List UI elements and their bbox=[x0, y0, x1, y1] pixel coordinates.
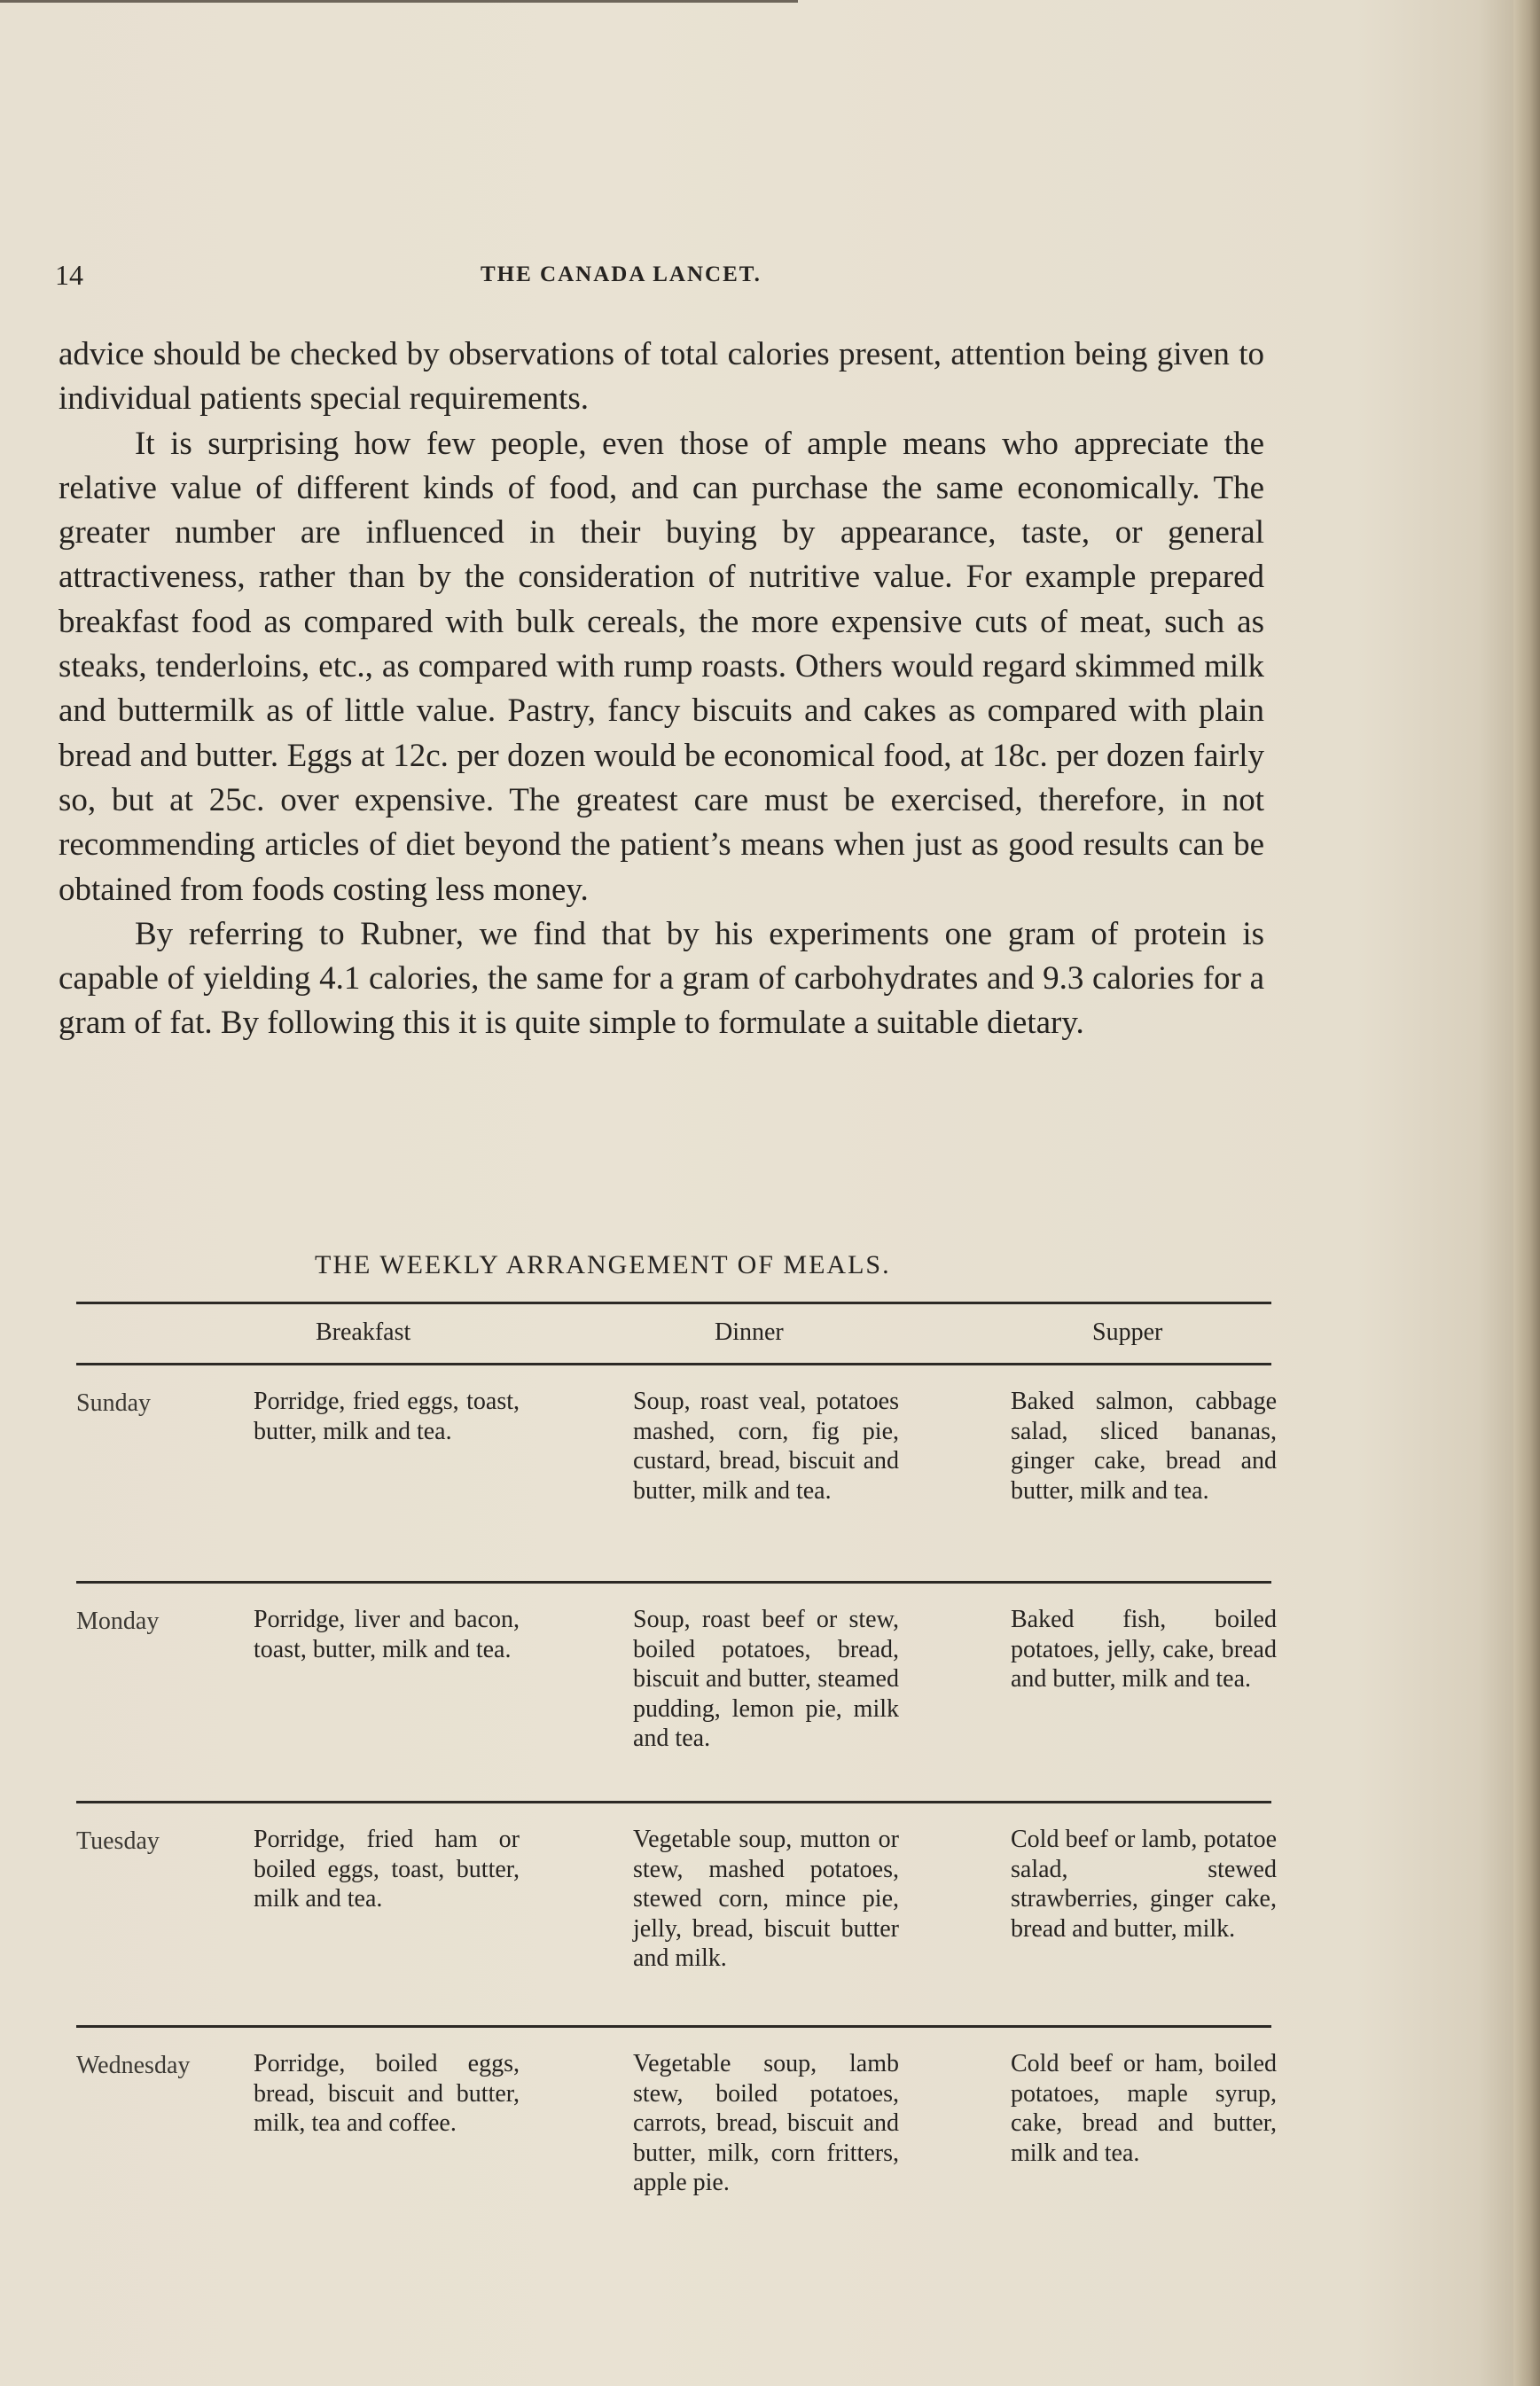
day-cell: Wednesday bbox=[76, 2052, 191, 2079]
breakfast-cell: Porridge, fried ham or boiled eggs, toast, butter, milk and tea. bbox=[254, 1826, 520, 1913]
page-edge-shadow bbox=[1513, 0, 1540, 2386]
table-header-row bbox=[76, 1304, 1271, 1359]
dinner-cell: Vegetable soup, mutton or stew, mashed potatoes, stewed corn, mince pie, jelly, bread, biscuit butter and milk. bbox=[633, 1826, 899, 1972]
paragraph: advice should be checked by observations of total calories present, attention being given to individual patients special requirements. bbox=[59, 336, 1264, 418]
page-number: 14 bbox=[55, 259, 83, 291]
meal-table bbox=[76, 1302, 1277, 2232]
breakfast-cell: Porridge, fried eggs, toast, butter, milk and tea. bbox=[254, 1388, 520, 1445]
table-row bbox=[76, 1803, 1277, 2025]
paragraph: It is surprising how few people, even those of ample means who appreciate the relative value of different kinds of food, and can purchase the same economically. The greater number are influenced in their buying by appearance, taste, or general attractiveness, rather than by the consideration of nutritive value. For example prepared breakfast food as compared with bulk cereals, the more expensive cuts of meat, such as steaks, tenderloins, etc., as compared with rump roasts. Others would regard skimmed milk and buttermilk as of little value. Pastry, fancy biscuits and cakes as compared with plain bread and butter. Eggs at 12c. per dozen would be economical food, at 18c. per dozen fairly so, but at 25c. over expensive. The greatest care must be exercised, therefore, in not recommending articles of diet beyond the patient’s means when just as good results can be obtained from foods costing less money. bbox=[59, 425, 1264, 908]
supper-cell: Cold beef or lamb, potatoe salad, stewed strawberries, ginger cake, bread and butter, milk. bbox=[1011, 1826, 1277, 1943]
breakfast-cell: Porridge, boiled eggs, bread, biscuit and butter, milk, tea and coffee. bbox=[254, 2050, 520, 2137]
column-header-breakfast: Breakfast bbox=[316, 1318, 411, 1346]
dinner-cell: Soup, roast beef or stew, boiled potatoes, bread, biscuit and butter, steamed pudding, lemon pie, milk and tea. bbox=[633, 1606, 899, 1752]
day-cell: Tuesday bbox=[76, 1827, 160, 1855]
page-header bbox=[55, 259, 1278, 294]
body-text bbox=[59, 332, 1264, 1046]
column-header-dinner: Dinner bbox=[715, 1318, 784, 1346]
day-cell: Monday bbox=[76, 1608, 160, 1635]
supper-cell: Cold beef or ham, boiled potatoes, maple syrup, cake, bread and butter, milk and tea. bbox=[1011, 2050, 1277, 2167]
day-cell: Sunday bbox=[76, 1389, 151, 1417]
table-row bbox=[76, 2028, 1277, 2232]
supper-cell: Baked fish, boiled potatoes, jelly, cake, bread and butter, milk and tea. bbox=[1011, 1606, 1277, 1693]
dinner-cell: Vegetable soup, lamb stew, boiled potatoes, carrots, bread, biscuit and butter, milk, corn fritters, apple pie. bbox=[633, 2050, 899, 2196]
breakfast-cell: Porridge, liver and bacon, toast, butter, milk and tea. bbox=[254, 1606, 520, 1663]
column-header-supper: Supper bbox=[1092, 1318, 1163, 1346]
dinner-cell: Soup, roast veal, potatoes mashed, corn, fig pie, custard, bread, biscuit and butter, milk and tea. bbox=[633, 1388, 899, 1505]
running-head: THE CANADA LANCET. bbox=[481, 262, 762, 286]
paragraph: By referring to Rubner, we find that by his experiments one gram of protein is capable of yielding 4.1 calories, the same for a gram of carbohydrates and 9.3 calories for a gram of fat. By following this it is quite simple to formulate a suitable dietary. bbox=[59, 915, 1264, 1042]
table-row bbox=[76, 1584, 1277, 1801]
top-border-rule bbox=[0, 0, 798, 3]
table-title: THE WEEKLY ARRANGEMENT OF MEALS. bbox=[315, 1250, 891, 1279]
table-row bbox=[76, 1365, 1277, 1581]
supper-cell: Baked salmon, cabbage salad, sliced bananas, ginger cake, bread and butter, milk and tea. bbox=[1011, 1388, 1277, 1505]
